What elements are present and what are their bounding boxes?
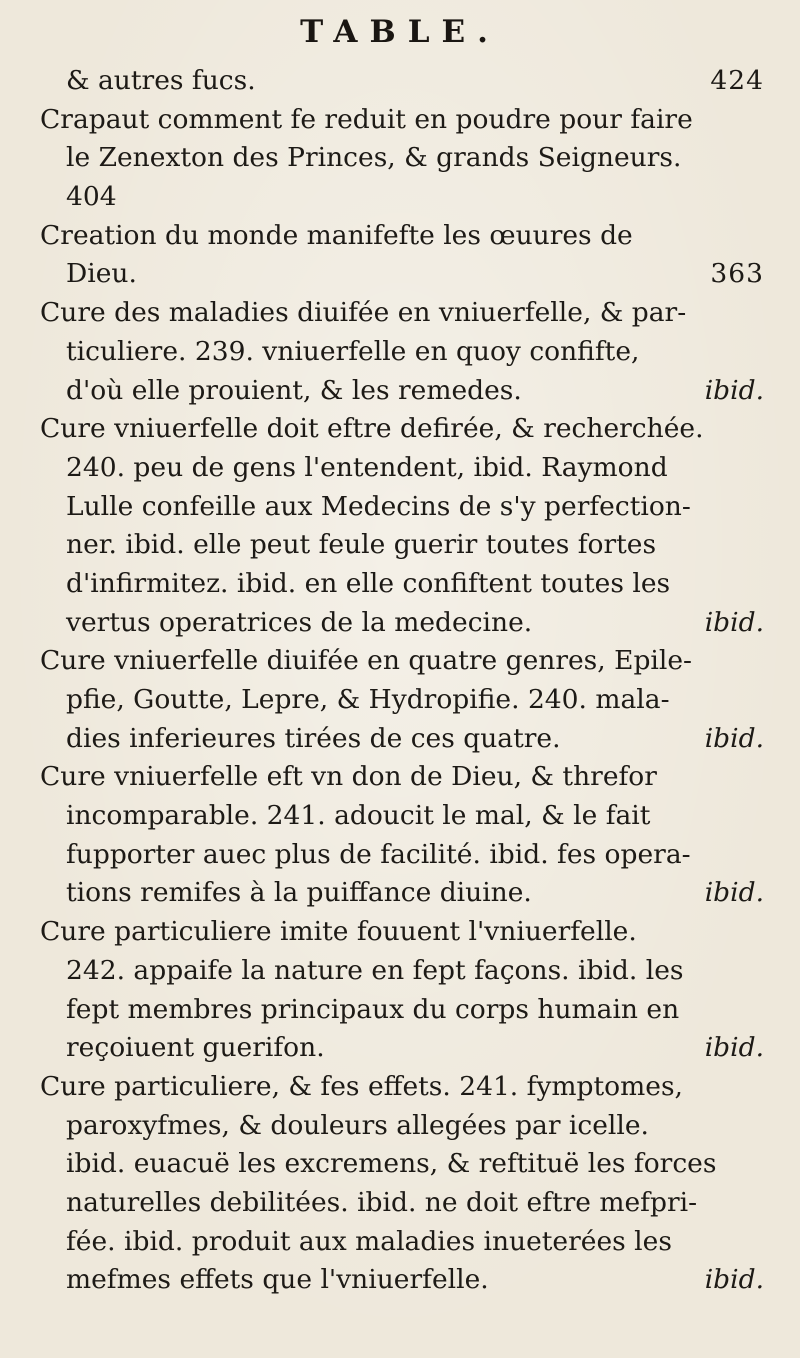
line-text: fept membres principaux du corps humain en — [66, 993, 680, 1025]
text-line — [40, 913, 764, 952]
line-text: Cure particuliere, & fes effets. 241. fymptomes, — [40, 1070, 683, 1102]
page-number: 363 — [710, 258, 764, 290]
text-line — [40, 642, 764, 681]
text-line — [40, 101, 764, 140]
text-line — [40, 874, 764, 913]
text-line — [40, 488, 764, 527]
line-text: pfie, Goutte, Lepre, & Hydropifie. 240. mala- — [66, 684, 670, 715]
line-text: Creation du monde manifefte les œuures de — [40, 219, 633, 251]
line-text: & autres fucs. — [66, 65, 256, 96]
line-text: le Zenexton des Princes, & grands Seigneurs. — [66, 142, 682, 174]
text-line — [40, 681, 764, 720]
text-line — [40, 526, 764, 565]
line-text: ibid. euacuë les excremens, & reftituë les forces — [66, 1148, 717, 1180]
ibid-reference: ibid. — [704, 722, 764, 754]
line-text: tions remifes à la puiffance diuine. — [66, 877, 532, 909]
text-line — [40, 565, 764, 604]
line-text: fée. ibid. produit aux maladies inueterées les — [66, 1225, 672, 1257]
line-text: Crapaut comment fe reduit en poudre pour faire — [40, 103, 693, 135]
text-line — [40, 952, 764, 991]
line-text: 404 — [66, 181, 117, 213]
ibid-reference: ibid. — [704, 374, 764, 406]
text-line — [40, 1107, 764, 1146]
text-line — [40, 178, 764, 217]
line-text: ticuliere. 239. vniuerfelle en quoy confifte, — [66, 335, 640, 367]
line-text: d'infirmitez. ibid. en elle confiftent toutes les — [66, 567, 671, 599]
text-line — [40, 604, 764, 643]
line-text: Cure des maladies diuifée en vniuerfelle, & par- — [40, 297, 687, 329]
line-text: dies inferieures tirées de ces quatre. — [66, 722, 561, 754]
line-text: Lulle confeille aux Medecins de s'y perfection- — [66, 490, 691, 522]
text-line — [40, 372, 764, 411]
ibid-reference: ibid. — [704, 877, 764, 909]
line-text: paroxyfmes, & douleurs allegées par icelle. — [66, 1109, 649, 1141]
ibid-reference: ibid. — [704, 1032, 764, 1064]
text-line — [40, 255, 764, 294]
page-number: 424 — [710, 65, 764, 96]
line-text: 240. peu de gens l'entendent, ibid. Raymond — [66, 451, 668, 483]
text-line — [40, 1184, 764, 1223]
text-line — [40, 410, 764, 449]
ibid-reference: ibid. — [704, 606, 764, 638]
text-line — [40, 758, 764, 797]
line-text: Cure vniuerfelle diuifée en quatre genres, Epile- — [40, 645, 693, 677]
text-line — [40, 836, 764, 875]
line-text: Dieu. — [66, 258, 137, 290]
line-text: fupporter auec plus de facilité. ibid. fes opera- — [66, 838, 691, 870]
line-text: reçoiuent guerifon. — [66, 1032, 325, 1064]
line-text: Cure vniuerfelle eft vn don de Dieu, & threfor — [40, 761, 657, 793]
text-line — [40, 720, 764, 759]
text-line — [40, 1261, 764, 1300]
text-line — [40, 62, 764, 101]
text-line — [40, 333, 764, 372]
text-line — [40, 797, 764, 836]
ibid-reference: ibid. — [704, 1264, 764, 1296]
page-header: TABLE. — [300, 14, 500, 50]
line-text: ner. ibid. elle peut feule guerir toutes fortes — [66, 529, 657, 561]
text-line — [40, 1145, 764, 1184]
line-text: naturelles debilitées. ibid. ne doit eftre mefpri- — [66, 1186, 698, 1218]
text-line — [40, 1223, 764, 1262]
line-text: 242. appaife la nature en fept façons. ibid. les — [66, 954, 684, 986]
line-text: Cure vniuerfelle doit eftre defirée, & recherchée. — [40, 413, 704, 445]
line-text: incomparable. 241. adoucit le mal, & le fait — [66, 800, 651, 832]
line-text: mefmes effets que l'vniuerfelle. — [66, 1264, 489, 1296]
line-text: d'où elle prouient, & les remedes. — [66, 374, 522, 406]
line-text: vertus operatrices de la medecine. — [66, 606, 533, 638]
text-line — [40, 1029, 764, 1068]
text-line — [40, 991, 764, 1030]
text-line — [40, 1068, 764, 1107]
line-text: Cure particuliere imite fouuent l'vniuerfelle. — [40, 916, 637, 948]
index-entries — [40, 62, 764, 1300]
text-line — [40, 294, 764, 333]
text-line — [40, 139, 764, 178]
text-line — [40, 217, 764, 256]
text-line — [40, 449, 764, 488]
